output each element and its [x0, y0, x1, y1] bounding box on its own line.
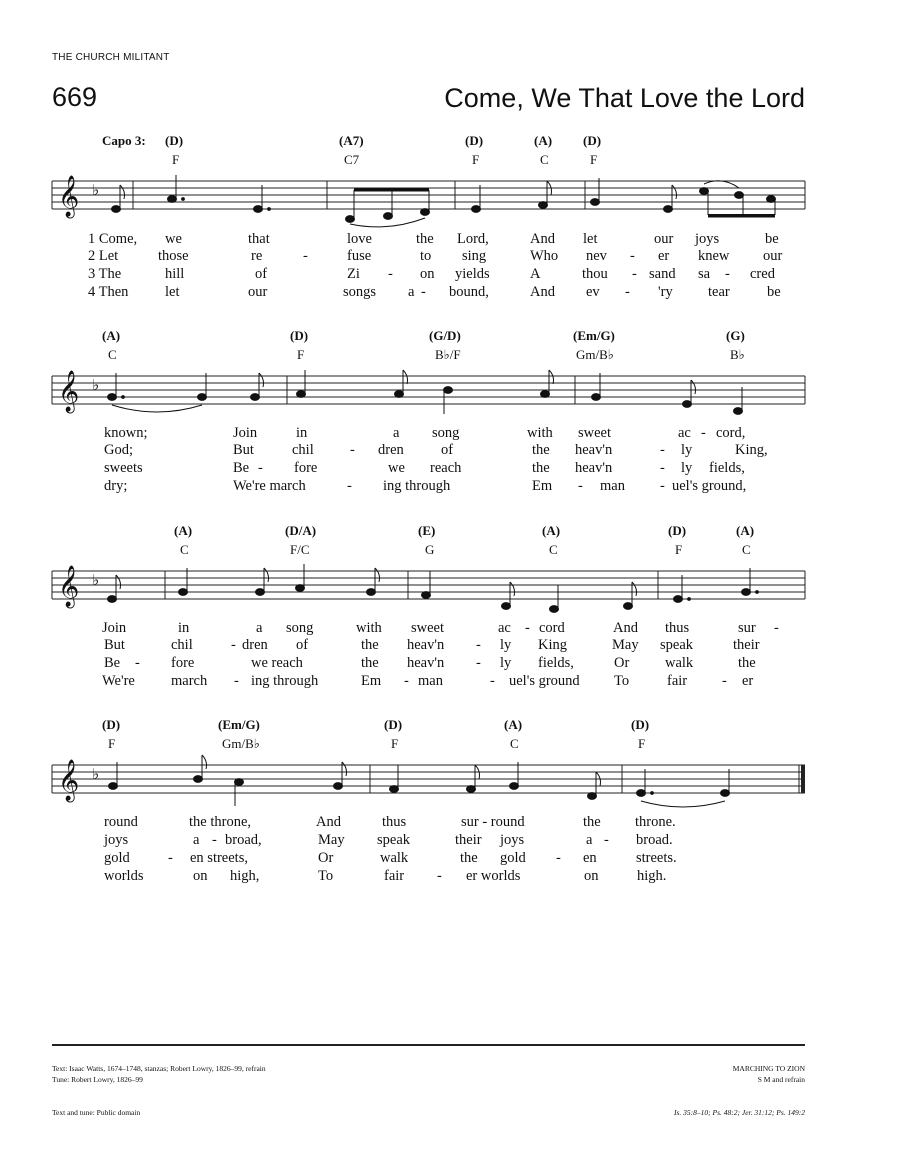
lyric: the — [738, 655, 756, 671]
lyric: Or — [614, 655, 630, 671]
capo-chord: (D) — [290, 328, 309, 343]
lyric: with — [356, 620, 382, 636]
lyric: the — [583, 814, 601, 830]
note — [422, 592, 431, 599]
lyric: broad, — [225, 832, 262, 848]
lyric: a — [408, 284, 415, 300]
lyric: sur - round — [461, 814, 525, 830]
lyric: - — [701, 425, 706, 441]
flat-sign: ♭ — [92, 765, 100, 783]
lyric: - — [303, 248, 308, 264]
guitar-chord: F — [638, 736, 646, 751]
lyric: thus — [665, 620, 690, 636]
capo-label: Capo 3: — [102, 133, 146, 148]
hymn-title: Come, We That Love the Lord — [444, 83, 805, 113]
guitar-chord: C — [540, 152, 549, 167]
lyric: a — [586, 832, 593, 848]
lyric: er — [742, 673, 754, 689]
lyric: of — [255, 266, 268, 282]
lyric: the — [532, 442, 550, 458]
lyric: Be — [233, 460, 250, 476]
lyric: joys — [104, 832, 129, 848]
lyric: ly — [681, 442, 693, 458]
lyric: in — [296, 425, 308, 441]
lyric: walk — [380, 850, 409, 866]
lyric: Be — [104, 655, 121, 671]
note — [742, 589, 751, 596]
guitar-chord: F — [297, 347, 305, 362]
lyric: dren — [242, 637, 268, 653]
note — [624, 603, 633, 610]
lyric: sweet — [411, 620, 445, 636]
lyric: on — [193, 868, 208, 884]
lyric: A — [530, 266, 541, 282]
lyric: - — [660, 460, 665, 476]
flat-sign: ♭ — [92, 181, 100, 199]
note — [472, 206, 481, 213]
scripture-references: Is. 35:8–10; Ps. 48:2; Jer. 31:12; Ps. 149:2 — [673, 1108, 805, 1117]
lyric: uel's ground — [509, 673, 580, 689]
guitar-chord: C — [549, 542, 558, 557]
lyric: walk — [665, 655, 694, 671]
lyric: en — [583, 850, 597, 866]
capo-chord: (Em/G) — [573, 328, 615, 343]
lyric: cord, — [716, 425, 746, 441]
lyric: joys — [695, 231, 720, 247]
capo-chord: (G) — [726, 328, 745, 343]
lyric: - — [212, 832, 217, 848]
lyric: sweets — [104, 460, 143, 476]
lyric: of — [441, 442, 454, 458]
lyric: man — [418, 673, 443, 689]
guitar-chord: F — [590, 152, 598, 167]
lyric: their — [455, 832, 482, 848]
lyric: - — [347, 478, 352, 494]
guitar-chord: C — [108, 347, 117, 362]
note — [444, 387, 453, 394]
guitar-chord: F/C — [290, 542, 310, 557]
lyric: the — [532, 460, 550, 476]
lyric: that — [248, 231, 270, 247]
lyric: fair — [384, 868, 405, 884]
lyric: King — [538, 637, 567, 653]
lyric: 3 The — [88, 266, 122, 282]
note — [179, 589, 188, 596]
note — [384, 213, 393, 220]
lyric: er worlds — [466, 868, 521, 884]
lyric: we — [388, 460, 405, 476]
note — [735, 192, 744, 199]
lyric: streets. — [636, 850, 677, 866]
lyric: fore — [171, 655, 195, 671]
lyric: But — [233, 442, 254, 458]
note — [767, 196, 776, 203]
lyric: And — [530, 284, 555, 300]
note — [510, 783, 519, 790]
note — [296, 585, 305, 592]
lyric: sur — [738, 620, 756, 636]
lyric: song — [286, 620, 314, 636]
lyric: the — [460, 850, 478, 866]
capo-chord: (A) — [542, 523, 561, 538]
lyric: - — [604, 832, 609, 848]
note — [251, 394, 260, 401]
lyric: May — [318, 832, 345, 848]
capo-chord: (G/D) — [429, 328, 461, 343]
note — [346, 216, 355, 223]
lyric: - — [421, 284, 426, 300]
capo-chord: (A) — [174, 523, 193, 538]
lyric: cord — [539, 620, 565, 636]
guitar-chord: C — [742, 542, 751, 557]
note — [235, 779, 244, 786]
lyric: - — [625, 284, 630, 300]
lyric: we reach — [251, 655, 303, 671]
lyric: fields, — [709, 460, 745, 476]
guitar-chord: G — [425, 542, 435, 557]
lyric: broad. — [636, 832, 673, 848]
capo-chord: (Em/G) — [218, 717, 260, 732]
lyric: be — [767, 284, 781, 300]
lyric: throne. — [635, 814, 676, 830]
capo-chord: (D) — [165, 133, 184, 148]
lyric: a — [393, 425, 400, 441]
tune-name: MARCHING TO ZION — [732, 1064, 805, 1073]
lyric: - — [774, 620, 779, 636]
lyric: thou — [582, 266, 608, 282]
lyric: fuse — [347, 248, 372, 264]
lyric: ev — [586, 284, 600, 300]
guitar-chord: F — [472, 152, 480, 167]
capo-chord: (D) — [102, 717, 121, 732]
note — [539, 202, 548, 209]
lyric: - — [722, 673, 727, 689]
guitar-chord: Gm/B♭ — [576, 347, 614, 362]
note — [683, 401, 692, 408]
lyric: worlds — [104, 868, 144, 884]
lyric: - — [660, 442, 665, 458]
rights-notice: Text and tune: Public domain — [52, 1108, 141, 1117]
lyric: Or — [318, 850, 334, 866]
guitar-chord: F — [675, 542, 683, 557]
note — [721, 790, 730, 797]
note — [395, 391, 404, 398]
lyric: To — [614, 673, 630, 689]
note — [588, 793, 597, 800]
lyric: our — [248, 284, 268, 300]
lyric: song — [432, 425, 460, 441]
note — [664, 206, 673, 213]
lyric: our — [763, 248, 783, 264]
lyric: - — [556, 850, 561, 866]
note — [421, 209, 430, 216]
note — [674, 596, 683, 603]
lyric: dry; — [104, 478, 128, 494]
note — [502, 603, 511, 610]
lyric: heav'n — [575, 442, 613, 458]
lyric: speak — [377, 832, 411, 848]
lyric: Lord, — [457, 231, 489, 247]
note — [254, 206, 263, 213]
lyric: chil — [171, 637, 193, 653]
lyric: round — [104, 814, 138, 830]
note — [297, 391, 306, 398]
lyric: those — [158, 248, 189, 264]
note — [734, 408, 743, 415]
lyric: ac — [678, 425, 691, 441]
lyric: yields — [455, 266, 490, 282]
lyric: - — [660, 478, 665, 494]
lyric: May — [612, 637, 639, 653]
lyric: Join — [233, 425, 258, 441]
lyric: their — [733, 637, 760, 653]
treble-clef: 𝄞 — [58, 566, 80, 607]
guitar-chord: F — [172, 152, 180, 167]
lyric: And — [613, 620, 638, 636]
lyric: let — [165, 284, 180, 300]
lyric: the throne, — [189, 814, 252, 830]
note — [592, 394, 601, 401]
lyric: tear — [708, 284, 730, 300]
lyric: And — [316, 814, 341, 830]
capo-chord: (A) — [102, 328, 121, 343]
text-credit: Text: Isaac Watts, 1674–1748, stanzas; Robert Lowry, 1826–99, refrain — [52, 1064, 266, 1073]
hymn-number: 669 — [52, 82, 98, 112]
note — [467, 786, 476, 793]
lyric: to — [420, 248, 432, 264]
capo-chord: (D) — [668, 523, 687, 538]
lyric: 4 Then — [88, 284, 129, 300]
lyric: high. — [637, 868, 667, 884]
lyric: ly — [681, 460, 693, 476]
lyric: - — [490, 673, 495, 689]
notes-system-2 — [108, 370, 743, 414]
lyric: fields, — [538, 655, 574, 671]
notes-system-4 — [109, 755, 730, 807]
guitar-chord: Gm/B♭ — [222, 736, 260, 751]
lyric: knew — [698, 248, 730, 264]
capo-chord: (A) — [504, 717, 523, 732]
lyric: man — [600, 478, 625, 494]
lyric: King, — [735, 442, 768, 458]
note — [334, 783, 343, 790]
guitar-chord: B♭/F — [435, 347, 461, 362]
lyric: bound, — [449, 284, 489, 300]
note — [591, 199, 600, 206]
lyric: - — [725, 266, 730, 282]
staff-system-4 — [52, 765, 805, 793]
lyric: the — [361, 637, 379, 653]
lyric: - — [350, 442, 355, 458]
lyric: re — [251, 248, 263, 264]
lyric: cred — [750, 266, 775, 282]
note — [108, 596, 117, 603]
lyric: - — [437, 868, 442, 884]
lyric: high, — [230, 868, 260, 884]
lyric: - — [231, 637, 236, 653]
note — [109, 783, 118, 790]
note — [256, 589, 265, 596]
lyric: 2 Let — [88, 248, 119, 264]
lyric: Em — [361, 673, 382, 689]
lyric: uel's ground, — [672, 478, 747, 494]
footer-rule — [52, 1044, 805, 1046]
meter: S M and refrain — [757, 1075, 805, 1084]
lyric: the — [416, 231, 434, 247]
lyric: - — [632, 266, 637, 282]
lyric: - — [388, 266, 393, 282]
note — [112, 206, 121, 213]
lyric: gold — [104, 850, 130, 866]
lyric: of — [296, 637, 309, 653]
lyric: hill — [165, 266, 185, 282]
lyric: God; — [104, 442, 133, 458]
note — [168, 196, 177, 203]
lyric: sa — [698, 266, 711, 282]
slur — [704, 181, 739, 188]
note — [108, 394, 117, 401]
lyric: - — [404, 673, 409, 689]
lyric: love — [347, 231, 372, 247]
lyric: Who — [530, 248, 559, 264]
note — [637, 790, 646, 797]
notes-system-1 — [112, 175, 776, 227]
treble-clef: 𝄞 — [58, 371, 80, 412]
lyric: ac — [498, 620, 511, 636]
note — [541, 391, 550, 398]
flat-sign: ♭ — [92, 571, 100, 589]
lyric: reach — [430, 460, 462, 476]
tune-credit: Tune: Robert Lowry, 1826–99 — [52, 1075, 143, 1084]
lyric: a — [193, 832, 200, 848]
lyric: - — [578, 478, 583, 494]
lyric: be — [765, 231, 779, 247]
lyric: er — [658, 248, 670, 264]
slur — [112, 405, 202, 412]
staff-system-2 — [52, 376, 805, 404]
beam — [708, 214, 775, 218]
lyric: dren — [378, 442, 404, 458]
capo-chord: (A) — [534, 133, 553, 148]
lyric: - — [525, 620, 530, 636]
lyric: ly — [500, 655, 512, 671]
lyric: 1 Come, — [88, 231, 138, 247]
flat-sign: ♭ — [92, 376, 100, 394]
lyric: on — [584, 868, 599, 884]
note-flag — [120, 185, 125, 199]
lyric: We're march — [233, 478, 306, 494]
lyric: heav'n — [407, 655, 445, 671]
slur — [641, 801, 725, 807]
capo-chord: (D) — [583, 133, 602, 148]
capo-chord: (A7) — [339, 133, 364, 148]
lyric: We're — [102, 673, 135, 689]
capo-chord: (D) — [631, 717, 650, 732]
lyric: fore — [294, 460, 318, 476]
lyric: 'ry — [658, 284, 673, 300]
lyric: our — [654, 231, 674, 247]
lyric: Join — [102, 620, 127, 636]
lyric: fair — [667, 673, 688, 689]
note — [198, 394, 207, 401]
lyric: But — [104, 637, 125, 653]
lyric: we — [165, 231, 182, 247]
lyric: Zi — [347, 266, 360, 282]
lyric: the — [361, 655, 379, 671]
lyric: Em — [532, 478, 553, 494]
lyric: with — [527, 425, 553, 441]
note — [550, 606, 559, 613]
guitar-chord: F — [108, 736, 116, 751]
lyric: nev — [586, 248, 607, 264]
guitar-chord: C7 — [344, 152, 360, 167]
note — [367, 589, 376, 596]
lyric: - — [630, 248, 635, 264]
lyric: known; — [104, 425, 148, 441]
guitar-chord: C — [510, 736, 519, 751]
capo-chord: (A) — [736, 523, 755, 538]
capo-chord: (E) — [418, 523, 436, 538]
guitar-chord: C — [180, 542, 189, 557]
lyric: - — [476, 655, 481, 671]
capo-chord: (D) — [384, 717, 403, 732]
lyric: heav'n — [407, 637, 445, 653]
beam — [354, 188, 429, 192]
dot — [182, 198, 185, 201]
lyric: - — [135, 655, 140, 671]
treble-clef: 𝄞 — [58, 176, 80, 217]
lyric: sand — [649, 266, 676, 282]
guitar-chord: B♭ — [730, 347, 745, 362]
lyric: a — [256, 620, 263, 636]
lyric: sing — [462, 248, 487, 264]
lyric: en streets, — [190, 850, 248, 866]
lyric: ly — [500, 637, 512, 653]
lyric: heav'n — [575, 460, 613, 476]
lyric: sweet — [578, 425, 612, 441]
dot — [268, 208, 271, 211]
lyric: To — [318, 868, 334, 884]
lyric: gold — [500, 850, 526, 866]
lyric: ing through — [251, 673, 319, 689]
lyric: let — [583, 231, 598, 247]
lyric: on — [420, 266, 435, 282]
capo-chord: (D) — [465, 133, 484, 148]
lyric: joys — [500, 832, 525, 848]
guitar-chord: F — [391, 736, 399, 751]
capo-chord: (D/A) — [285, 523, 317, 538]
lyric: march — [171, 673, 208, 689]
lyric: - — [168, 850, 173, 866]
note — [194, 776, 203, 783]
section-label: THE CHURCH MILITANT — [52, 52, 170, 63]
lyric: - — [234, 673, 239, 689]
lyric: songs — [343, 284, 377, 300]
note — [700, 188, 709, 195]
lyric: thus — [382, 814, 407, 830]
lyric: ing through — [383, 478, 451, 494]
lyric: speak — [660, 637, 694, 653]
lyric: chil — [292, 442, 314, 458]
treble-clef: 𝄞 — [58, 760, 80, 801]
lyric: - — [476, 637, 481, 653]
lyric: - — [258, 460, 263, 476]
lyric: in — [178, 620, 190, 636]
note — [390, 786, 399, 793]
lyric: And — [530, 231, 555, 247]
